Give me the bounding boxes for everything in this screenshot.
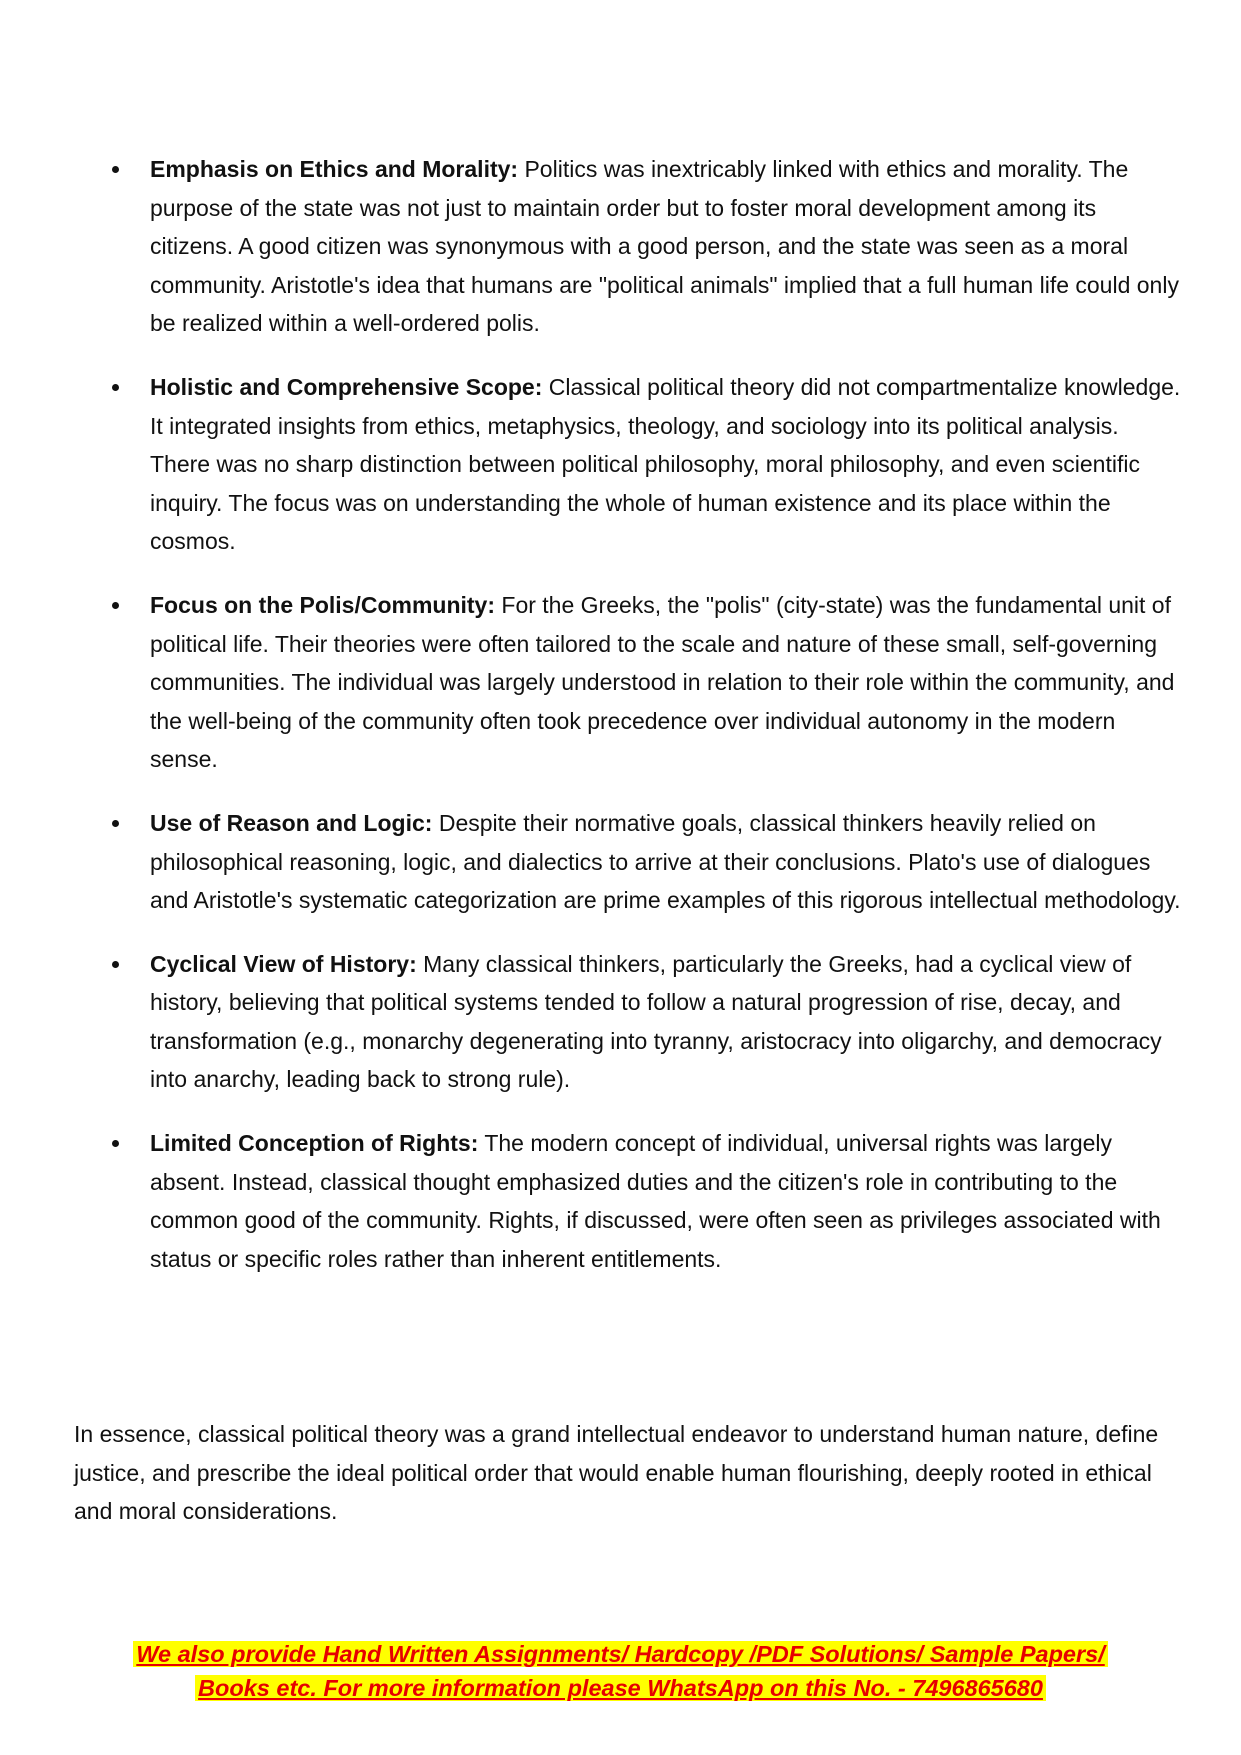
list-item — [112, 804, 1184, 920]
item-text: Politics was inextricably linked with ethics and morality. The purpose of the state was not just to maintain order but to foster moral development among its citizens. A good citizen was synonymous with a good person, and the state was seen as a moral community. Aristotle's idea that humans are "political animals" implied that a full human life could only be realized within a well-ordered polis. — [150, 156, 1179, 337]
characteristics-list — [112, 150, 1184, 1303]
list-item — [112, 1124, 1184, 1278]
promo-line-2: Books etc. For more information please WhatsApp on this No. - 7496865680 — [195, 1675, 1046, 1701]
conclusion-paragraph: In essence, classical political theory was a grand intellectual endeavor to understand human nature, define justice, and prescribe the ideal political order that would enable human flourishing, deeply rooted in ethical and moral considerations. — [74, 1421, 1159, 1525]
item-text: Many classical thinkers, particularly the Greeks, had a cyclical view of history, believing that political systems tended to follow a natural progression of rise, decay, and transformation (e.g., monarchy degenerating into tyranny, aristocracy into oligarchy, and democracy into anarchy, leading back to strong rule). — [150, 950, 1162, 1093]
item-text: The modern concept of individual, universal rights was largely absent. Instead, classical thought emphasized duties and the citizen's role in contributing to the common good of the community. Rights, if discussed, were often seen as privileges associated with status or specific roles rather than inherent entitlements. — [150, 1130, 1161, 1272]
list-item — [112, 368, 1184, 561]
list-item — [112, 150, 1184, 343]
bullet-icon — [112, 1140, 119, 1147]
item-heading: Emphasis on Ethics and Morality: — [150, 156, 519, 182]
bullet-icon — [112, 384, 119, 391]
item-heading: Holistic and Comprehensive Scope: — [150, 373, 543, 400]
list-item — [112, 945, 1184, 1099]
bullet-icon — [112, 166, 119, 173]
item-heading: Limited Conception of Rights: — [150, 1130, 479, 1157]
item-text: For the Greeks, the "polis" (city-state) was the fundamental unit of political life. Their theories were often tailored to the scale and nature of these small, self-governing communities. The individual was largely understood in relation to their role within the community, and the well-being of the community often took precedence over individual autonomy in the modern sense. — [150, 591, 1175, 773]
promo-line-1: We also provide Hand Written Assignments/ Hardcopy /PDF Solutions/ Sample Papers/ — [133, 1641, 1108, 1667]
promo-footer — [60, 1637, 1181, 1705]
item-text: Classical political theory did not compartmentalize knowledge. It integrated insights from ethics, metaphysics, theology, and sociology into its political analysis. There was no sharp distinction between political philosophy, moral philosophy, and even scientific inquiry. The focus was on understanding the whole of human existence and its place within the cosmos. — [150, 373, 1181, 555]
item-heading: Focus on the Polis/Community: — [150, 591, 496, 618]
item-text: Despite their normative goals, classical thinkers heavily relied on philosophical reasoning, logic, and dialectics to arrive at their conclusions. Plato's use of dialogues and Aristotle's systematic categorization are prime examples of this rigorous intellectual methodology. — [150, 809, 1181, 914]
list-item — [112, 586, 1184, 779]
bullet-icon — [112, 961, 119, 968]
bullet-icon — [112, 602, 119, 609]
bullet-icon — [112, 820, 119, 827]
item-heading: Use of Reason and Logic: — [150, 809, 433, 836]
item-heading: Cyclical View of History: — [150, 950, 417, 977]
